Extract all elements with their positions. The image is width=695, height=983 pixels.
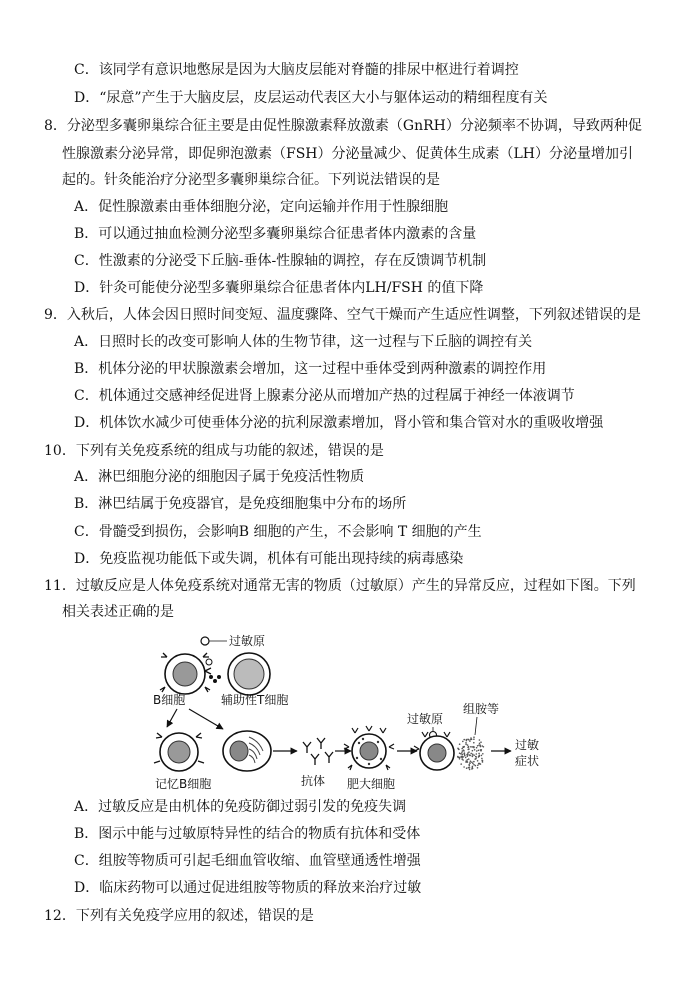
histamine-dot [463,739,465,741]
histamine-dot [467,752,469,754]
histamine-dot [480,741,482,743]
histamine-dot [466,739,468,741]
histamine-dot [482,745,484,747]
histamine-dot [478,753,480,755]
label-antibody: 抗体 [301,774,326,788]
histamine-dot [465,742,467,744]
histamine-dot [469,769,471,771]
histamine-granules [457,736,484,770]
histamine-dot [473,746,475,748]
q9-option-c: C．机体通过交感神经促进肾上腺素分泌从而增加产热的过程属于神经一体液调节 [74,388,575,404]
q10-option-b: B．淋巴结属于免疫器官，是免疫细胞集中分布的场所 [74,496,407,512]
histamine-dot [476,753,478,755]
histamine-dot [463,766,465,768]
histamine-dot [467,744,469,746]
q11-stem-line1: 11．过敏反应是人体免疫系统对通常无害的物质（过敏原）产生的异常反应，过程如下图。下列 [44,578,636,594]
helper-t-cell-icon [228,653,270,695]
histamine-dot [470,753,472,755]
histamine-dot [463,753,465,755]
histamine-dot [475,765,477,767]
histamine-dot [457,756,459,758]
histamine-dot [469,762,471,764]
q7-option-c: C．该同学有意识地憋尿是因为大脑皮层能对脊髓的排尿中枢进行着调控 [74,62,519,78]
histamine-dot [457,748,459,750]
histamine-dot [465,744,467,746]
histamine-dot [468,739,470,741]
label-memory-b-cell: 记忆B细胞 [155,777,212,791]
histamine-dot [469,740,471,742]
histamine-dot [482,760,484,762]
histamine-dot [470,760,472,762]
histamine-dot [470,737,472,739]
histamine-dot [474,758,476,760]
memory-b-cell-icon [154,733,204,771]
label-b-cell: B细胞 [153,693,186,707]
q9-option-d: D．机体饮水减少可使垂体分泌的抗利尿激素增加，肾小管和集合管对水的重吸收增强 [74,415,604,431]
histamine-dot [479,739,481,741]
q8-stem-line2: 性腺激素分泌异常，即促卵泡激素（FSH）分泌量减少、促黄体生成素（LH）分泌量增加引 [62,146,634,162]
histamine-dot [459,743,461,745]
histamine-dot [466,761,468,763]
q12-stem: 12．下列有关免疫学应用的叙述，错误的是 [44,908,314,924]
histamine-dot [468,754,470,756]
mast-cell-icon [344,726,394,770]
label-symptom-line1: 过敏 [515,738,540,752]
histamine-dot [461,748,463,750]
q8-option-b: B．可以通过抽血检测分泌型多囊卵巢综合征患者体内激素的含量 [74,226,477,242]
plasma-cell-icon [223,731,271,771]
histamine-dot [479,743,481,745]
histamine-dot [460,763,462,765]
histamine-dot [462,756,464,758]
histamine-dot [467,755,469,757]
histamine-dot [473,742,475,744]
q8-stem-line3: 起的。针灸能治疗分泌型多囊卵巢综合征。下列说法错误的是 [62,172,440,188]
label-mast-cell: 肥大细胞 [347,777,396,791]
histamine-dot [462,741,464,743]
histamine-dot [476,750,478,752]
q11-option-d: D．临床药物可以通过促进组胺等物质的释放来治疗过敏 [74,880,422,896]
histamine-dot [472,766,474,768]
histamine-dot [462,750,464,752]
q9-option-a: A．日照时长的改变可影响人体的生物节律，这一过程与下丘脑的调控有关 [74,334,533,350]
histamine-dot [478,763,480,765]
q8-option-d: D．针灸可能使分泌型多囊卵巢综合征患者体内LH/FSH 的值下降 [74,280,484,296]
histamine-dot [467,754,469,756]
histamine-dot [477,765,479,767]
q10-option-a: A．淋巴细胞分泌的细胞因子属于免疫活性物质 [74,469,365,485]
histamine-dot [459,752,461,754]
histamine-dot [474,749,476,751]
histamine-dot [472,746,474,748]
histamine-dot [459,758,461,760]
histamine-dot [473,764,475,766]
histamine-dot [462,759,464,761]
histamine-dot [477,767,479,769]
label-symptom-line2: 症状 [515,754,540,768]
histamine-dot [481,749,483,751]
histamine-dot [482,761,484,763]
allergen-particle-icon [201,637,209,645]
histamine-dot [473,754,475,756]
q9-option-b: B．机体分泌的甲状腺激素会增加，这一过程中垂体受到两种激素的调控作用 [74,361,547,377]
histamine-dot [473,738,475,740]
q10-option-d: D．免疫监视功能低下或失调，机体有可能出现持续的病毒感染 [74,551,464,567]
histamine-dot [473,761,475,763]
q8-option-a: A．促性腺激素由垂体细胞分泌，定向运输并作用于性腺细胞 [74,199,449,215]
q11-option-c: C．组胺等物质可引起毛细血管收缩、血管壁通透性增强 [74,853,421,869]
histamine-dot [476,747,478,749]
histamine-dot [471,761,473,763]
activated-mast-cell-icon [414,732,454,770]
histamine-dot [477,760,479,762]
histamine-dot [459,757,461,759]
histamine-dot [473,736,475,738]
histamine-dot [467,749,469,751]
histamine-dot [472,750,474,752]
histamine-dot [463,746,465,748]
histamine-dot [462,754,464,756]
histamine-dot [469,767,471,769]
histamine-dot [481,755,483,757]
label-allergen: 过敏原 [229,634,266,648]
b-cell-icon [160,653,211,694]
histamine-dot [476,756,478,758]
label-allergen-2: 过敏原 [407,712,444,726]
histamine-dot [461,756,463,758]
q11-option-b: B．图示中能与过敏原特异性的结合的物质有抗体和受体 [74,826,421,842]
histamine-dot [481,758,483,760]
antibody-icons [303,738,333,765]
histamine-dot [479,755,481,757]
histamine-dot [477,745,479,747]
q9-stem: 9．入秋后，人体会因日照时间变短、温度骤降、空气干燥而产生适应性调整，下列叙述错误的是 [44,307,641,323]
histamine-dot [470,739,472,741]
q11-option-a: A．过敏反应是由机体的免疫防御过弱引发的免疫失调 [74,799,407,815]
histamine-dot [468,758,470,760]
histamine-dot [463,750,465,752]
label-histamine: 组胺等 [463,702,500,716]
q10-stem: 10．下列有关免疫系统的组成与功能的叙述，错误的是 [44,443,384,459]
histamine-dot [468,746,470,748]
q11-stem-line2: 相关表述正确的是 [62,604,174,620]
q8-stem-line1: 8．分泌型多囊卵巢综合征主要是由促性腺激素释放激素（GnRH）分泌频率不协调，导致两种促 [44,118,642,134]
histamine-dot [482,753,484,755]
q8-option-c: C．性激素的分泌受下丘脑-垂体-性腺轴的调控，存在反馈调节机制 [74,253,487,269]
histamine-dot [478,744,480,746]
q10-option-c: C．骨髓受到损伤，会影响B 细胞的产生，不会影响 T 细胞的产生 [74,524,482,540]
allergy-process-figure [145,627,555,795]
histamine-dot [466,767,468,769]
histamine-dot [472,753,474,755]
q7-option-d: D．“尿意”产生于大脑皮层，皮层运动代表区大小与躯体运动的精细程度有关 [74,90,548,106]
histamine-dot [469,765,471,767]
histamine-dot [470,746,472,748]
histamine-dot [478,750,480,752]
label-helper-t-cell: 辅助性T细胞 [221,693,289,707]
histamine-dot [467,759,469,761]
histamine-dot [480,746,482,748]
histamine-dot [461,752,463,754]
histamine-dot [465,757,467,759]
histamine-dot [472,755,474,757]
